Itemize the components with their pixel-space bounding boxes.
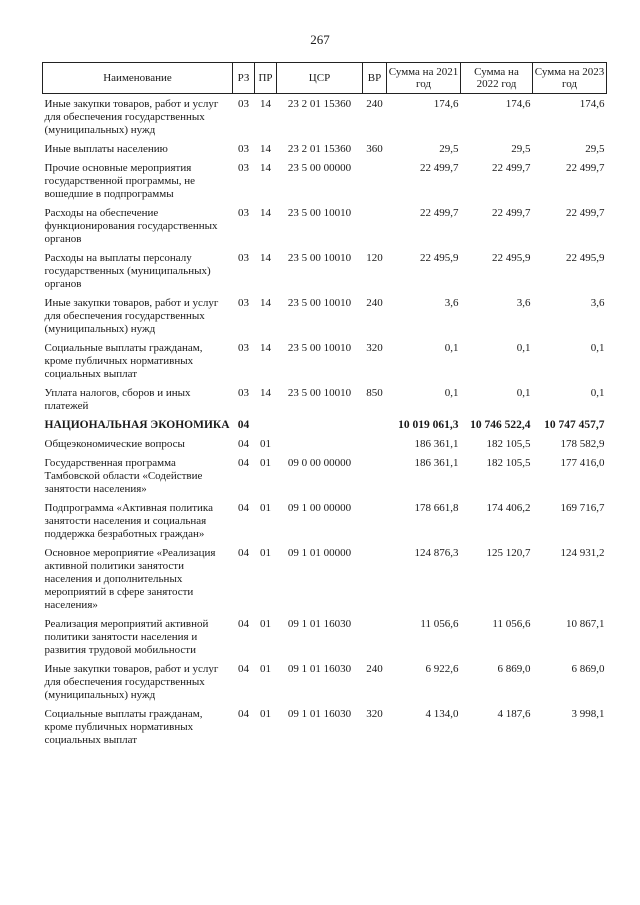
cell-sum-2023: 22 499,7: [566, 206, 605, 219]
cell-csr: 23 5 00 10010: [287, 296, 352, 309]
cell-vr: 320: [366, 707, 383, 720]
cell-rz: 03: [238, 386, 249, 399]
cell-rz: 04: [238, 662, 249, 675]
cell-csr: 09 1 01 16030: [287, 662, 352, 675]
cell-sum-2023: 0,1: [590, 341, 605, 354]
cell-name: Уплата налогов, сборов и иных платежей: [44, 386, 191, 412]
cell-csr: 09 1 01 00000: [287, 546, 352, 559]
header-sum-2021: Сумма на 2021 год: [387, 63, 461, 94]
cell-vr: 360: [366, 142, 383, 155]
cell-name: Государственная программа Тамбовской области «Содействие занятости населения»: [44, 456, 203, 495]
cell-rz: 04: [238, 546, 249, 559]
header-sum-2022: Сумма на 2022 год: [461, 63, 533, 94]
cell-pr: 01: [260, 546, 271, 559]
cell-pr: 01: [260, 617, 271, 630]
cell-pr: 14: [260, 386, 271, 399]
cell-sum-2022: 22 495,9: [492, 251, 531, 264]
cell-vr: 240: [366, 97, 383, 110]
table-row: [43, 547, 607, 618]
cell-vr: 320: [366, 341, 383, 354]
cell-sum-2021: 174,6: [433, 97, 459, 110]
cell-sum-2023: 178 582,9: [560, 437, 605, 450]
cell-sum-2022: 11 056,6: [492, 617, 531, 630]
cell-csr: 23 5 00 00000: [287, 161, 352, 174]
table-row: [43, 663, 607, 708]
cell-sum-2023: 6 869,0: [571, 662, 605, 675]
cell-rz: 04: [238, 501, 249, 514]
cell-sum-2021: 22 495,9: [420, 251, 459, 264]
header-name: Наименование: [43, 63, 233, 94]
cell-csr: 23 5 00 10010: [287, 386, 352, 399]
table-row: [43, 162, 607, 207]
cell-sum-2021: 22 499,7: [420, 161, 459, 174]
cell-name: Иные закупки товаров, работ и услуг для обеспечения государственных (муниципальных) нужд: [44, 296, 219, 335]
cell-sum-2021: 124 876,3: [414, 546, 459, 559]
cell-sum-2022: 125 120,7: [486, 546, 531, 559]
cell-sum-2023: 29,5: [585, 142, 605, 155]
cell-rz: 04: [238, 707, 249, 720]
cell-vr: 850: [366, 386, 383, 399]
table-row: [43, 98, 607, 143]
cell-vr: [363, 502, 387, 547]
table-row: [43, 252, 607, 297]
cell-sum-2021: 11 056,6: [420, 617, 459, 630]
cell-vr: 240: [366, 296, 383, 309]
cell-sum-2021: 186 361,1: [414, 456, 459, 469]
budget-table: [42, 62, 607, 753]
table-row: [43, 207, 607, 252]
cell-sum-2021: 0,1: [444, 341, 459, 354]
cell-pr: [255, 419, 277, 438]
cell-sum-2021: 10 019 061,3: [398, 418, 459, 431]
cell-name: Реализация мероприятий активной политики занятости населения и развития трудовой мобильности: [44, 617, 209, 656]
cell-sum-2021: 0,1: [444, 386, 459, 399]
cell-vr: [363, 207, 387, 252]
cell-sum-2021: 29,5: [439, 142, 459, 155]
cell-pr: 14: [260, 206, 271, 219]
table-row: [43, 438, 607, 457]
cell-vr: [363, 457, 387, 502]
cell-pr: 14: [260, 251, 271, 264]
cell-sum-2021: 186 361,1: [414, 437, 459, 450]
cell-rz: 03: [238, 97, 249, 110]
cell-sum-2022: 10 746 522,4: [470, 418, 531, 431]
header-rz: РЗ: [233, 63, 255, 94]
cell-sum-2022: 182 105,5: [486, 456, 531, 469]
cell-vr: [363, 419, 387, 438]
header-vr: ВР: [363, 63, 387, 94]
cell-pr: 01: [260, 501, 271, 514]
cell-name: НАЦИОНАЛЬНАЯ ЭКОНОМИКА: [44, 418, 230, 431]
table-row: [43, 387, 607, 419]
cell-sum-2022: 174,6: [505, 97, 531, 110]
cell-sum-2022: 0,1: [516, 341, 531, 354]
cell-sum-2022: 4 187,6: [497, 707, 531, 720]
cell-name: Иные закупки товаров, работ и услуг для обеспечения государственных (муниципальных) нужд: [44, 97, 219, 136]
cell-sum-2023: 124 931,2: [560, 546, 605, 559]
cell-sum-2023: 22 495,9: [566, 251, 605, 264]
page-number: 267: [310, 32, 330, 47]
cell-sum-2023: 3,6: [590, 296, 605, 309]
cell-vr: [363, 547, 387, 618]
cell-rz: 03: [238, 142, 249, 155]
cell-pr: 14: [260, 296, 271, 309]
cell-sum-2021: 178 661,8: [414, 501, 459, 514]
cell-sum-2022: 22 499,7: [492, 206, 531, 219]
header-row: [43, 63, 607, 94]
cell-csr: 09 1 01 16030: [287, 707, 352, 720]
cell-vr: [363, 618, 387, 663]
cell-rz: 04: [238, 437, 249, 450]
table-row: [43, 297, 607, 342]
cell-sum-2023: 3 998,1: [571, 707, 605, 720]
cell-sum-2021: 6 922,6: [425, 662, 459, 675]
cell-name: Общеэкономические вопросы: [44, 437, 185, 450]
cell-rz: 03: [238, 251, 249, 264]
cell-sum-2022: 174 406,2: [486, 501, 531, 514]
cell-name: Основное мероприятие «Реализация активной политики занятости населения и дополнительных мероприятий в сфере занятости населения»: [44, 546, 216, 611]
cell-name: Прочие основные мероприятия государственной программы, не вошедшие в подпрограммы: [44, 161, 196, 200]
cell-sum-2021: 22 499,7: [420, 206, 459, 219]
cell-vr: 240: [366, 662, 383, 675]
table-row: [43, 419, 607, 438]
cell-sum-2021: 4 134,0: [425, 707, 459, 720]
cell-sum-2023: 10 867,1: [566, 617, 605, 630]
header-csr: ЦСР: [277, 63, 363, 94]
cell-rz: 03: [238, 341, 249, 354]
cell-sum-2022: 3,6: [516, 296, 531, 309]
cell-sum-2023: 0,1: [590, 386, 605, 399]
cell-rz: 04: [237, 418, 250, 431]
cell-csr: 23 2 01 15360: [287, 142, 352, 155]
cell-sum-2023: 169 716,7: [560, 501, 605, 514]
cell-name: Социальные выплаты гражданам, кроме публичных нормативных социальных выплат: [44, 707, 203, 746]
header-sum-2023: Сумма на 2023 год: [533, 63, 607, 94]
cell-sum-2022: 22 499,7: [492, 161, 531, 174]
cell-csr: [277, 438, 363, 457]
cell-rz: 03: [238, 206, 249, 219]
cell-csr: 09 1 01 16030: [287, 617, 352, 630]
cell-sum-2022: 29,5: [511, 142, 531, 155]
cell-rz: 03: [238, 161, 249, 174]
cell-pr: 14: [260, 142, 271, 155]
cell-sum-2023: 10 747 457,7: [544, 418, 605, 431]
cell-sum-2023: 177 416,0: [560, 456, 605, 469]
cell-vr: [363, 162, 387, 207]
table-row: [43, 618, 607, 663]
cell-rz: 04: [238, 617, 249, 630]
cell-sum-2023: 22 499,7: [566, 161, 605, 174]
header-pr: ПР: [255, 63, 277, 94]
cell-pr: 14: [260, 341, 271, 354]
cell-csr: 23 5 00 10010: [287, 251, 352, 264]
cell-sum-2022: 6 869,0: [497, 662, 531, 675]
cell-pr: 01: [260, 456, 271, 469]
cell-rz: 03: [238, 296, 249, 309]
cell-pr: 01: [260, 437, 271, 450]
cell-name: Иные выплаты населению: [44, 142, 168, 155]
cell-sum-2022: 182 105,5: [486, 437, 531, 450]
cell-name: Иные закупки товаров, работ и услуг для обеспечения государственных (муниципальных) нужд: [44, 662, 219, 701]
cell-csr: 09 1 00 00000: [287, 501, 352, 514]
cell-pr: 14: [260, 161, 271, 174]
cell-csr: [277, 419, 363, 438]
cell-vr: 120: [366, 251, 383, 264]
cell-sum-2022: 0,1: [516, 386, 531, 399]
table-row: [43, 143, 607, 162]
cell-csr: 23 5 00 10010: [287, 206, 352, 219]
table-row: [43, 457, 607, 502]
cell-pr: 14: [260, 97, 271, 110]
cell-vr: [363, 438, 387, 457]
cell-name: Подпрограмма «Активная политика занятости населения и социальная поддержка безработных граждан»: [44, 501, 213, 540]
table-body: [43, 98, 607, 753]
cell-name: Социальные выплаты гражданам, кроме публичных нормативных социальных выплат: [44, 341, 203, 380]
cell-csr: 09 0 00 00000: [287, 456, 352, 469]
cell-csr: 23 5 00 10010: [287, 341, 352, 354]
table-row: [43, 342, 607, 387]
cell-csr: 23 2 01 15360: [287, 97, 352, 110]
cell-rz: 04: [238, 456, 249, 469]
cell-sum-2023: 174,6: [579, 97, 605, 110]
table-row: [43, 502, 607, 547]
table-row: [43, 708, 607, 753]
cell-pr: 01: [260, 662, 271, 675]
cell-name: Расходы на выплаты персоналу государственных (муниципальных) органов: [44, 251, 211, 290]
cell-sum-2021: 3,6: [444, 296, 459, 309]
cell-pr: 01: [260, 707, 271, 720]
cell-name: Расходы на обеспечение функционирования государственных органов: [44, 206, 218, 245]
